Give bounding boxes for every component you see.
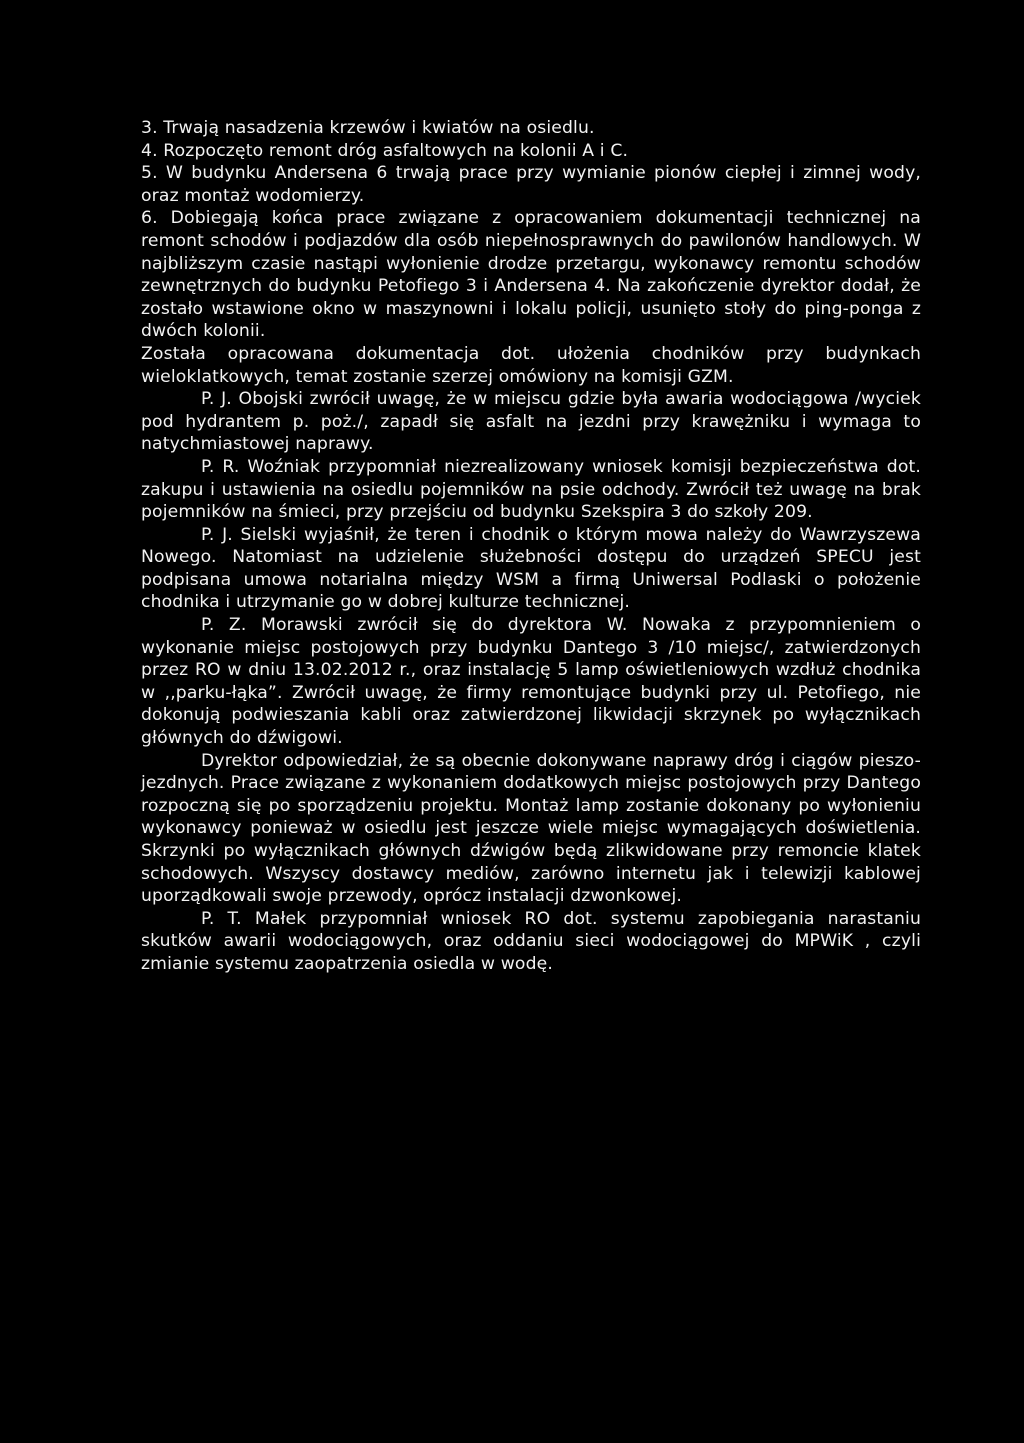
paragraph-sielski: P. J. Sielski wyjaśnił, że teren i chodnik o którym mowa należy do Wawrzyszewa Nowego. Natomiast na udzielenie służebności dostępu do urządzeń SPECU jest podpisana umowa notarialna między WSM a firmą Uniwersal Podlaski o położenie chodnika i utrzymanie go w dobrej kulturze technicznej. [141, 524, 921, 613]
paragraph-item-6: 6. Dobiegają końca prace związane z opracowaniem dokumentacji technicznej na remont schodów i podjazdów dla osób niepełnosprawnych do pawilonów handlowych. W najbliższym czasie nastąpi wyłonienie drodze przetargu, wykonawcy remontu schodów zewnętrznych do budynku Petofiego 3 i Andersena 4. Na zakończenie dyrektor dodał, że zostało wstawione okno w maszynowni i lokalu policji, usunięto stoły do ping-ponga z dwóch kolonii. [141, 208, 921, 342]
document-page [141, 117, 921, 976]
paragraph-item-3: 3. Trwają nasadzenia krzewów i kwiatów na osiedlu. [141, 118, 595, 138]
paragraph-morawski: P. Z. Morawski zwrócił się do dyrektora W. Nowaka z przypomnieniem o wykonanie miejsc postojowych przy budynku Dantego 3 /10 miejsc/, zatwierdzonych przez RO w dniu 13.02.2012 r., oraz instalację 5 lamp oświetleniowych wzdłuż chodnika w ,,parku-łąka”. Zwrócił uwagę, że firmy remontujące budynki przy ul. Petofiego, nie dokonują podwieszania kabli oraz zatwierdzonej likwidacji skrzynek po wyłącznikach głównych do dźwigowi. [141, 615, 921, 749]
paragraph-documentation: Została opracowana dokumentacja dot. ułożenia chodników przy budynkach wieloklatkowych, temat zostanie szerzej omówiony na komisji GZM. [141, 343, 921, 387]
paragraph-wozniak: P. R. Woźniak przypomniał niezrealizowany wniosek komisji bezpieczeństwa dot. zakupu i ustawienia na osiedlu pojemników na psie odchody. Zwrócił też uwagę na brak pojemników na śmieci, przy przejściu od budynku Szekspira 3 do szkoły 209. [141, 456, 921, 523]
paragraph-obojski: P. J. Obojski zwrócił uwagę, że w miejscu gdzie była awaria wodociągowa /wyciek pod hydrantem p. poż./, zapadł się asfalt na jezdni przy krawężniku i wymaga to natychmiastowej naprawy. [141, 389, 921, 455]
paragraph-malek: P. T. Małek przypomniał wniosek RO dot. systemu zapobiegania narastaniu skutków awarii wodociągowych, oraz oddaniu sieci wodociągowej do MPWiK , czyli zmianie systemu zaopatrzenia osiedla w wodę. [141, 908, 921, 974]
paragraph-director-reply: Dyrektor odpowiedział, że są obecnie dokonywane naprawy dróg i ciągów pieszo-jezdnych. Prace związane z wykonaniem dodatkowych miejsc postojowych przy Dantego rozpoczną się po sporządzeniu projektu. Montaż lamp zostanie dokonany po wyłonieniu wykonawcy ponieważ w osiedlu jest jeszcze wiele miejsc wymagających doświetlenia. Skrzynki po wyłącznikach głównych dźwigów będą zlikwidowane przy remoncie klatek schodowych. Wszyscy dostawcy mediów, zarówno internetu jak i telewizji kablowej uporządkowali swoje przewody, oprócz instalacji dzwonkowej. [141, 750, 921, 907]
paragraph-item-5: 5. W budynku Andersena 6 trwają prace przy wymianie pionów ciepłej i zimnej wody, oraz montaż wodomierzy. [141, 163, 921, 206]
paragraph-item-4: 4. Rozpoczęto remont dróg asfaltowych na kolonii A i C. [141, 140, 629, 161]
